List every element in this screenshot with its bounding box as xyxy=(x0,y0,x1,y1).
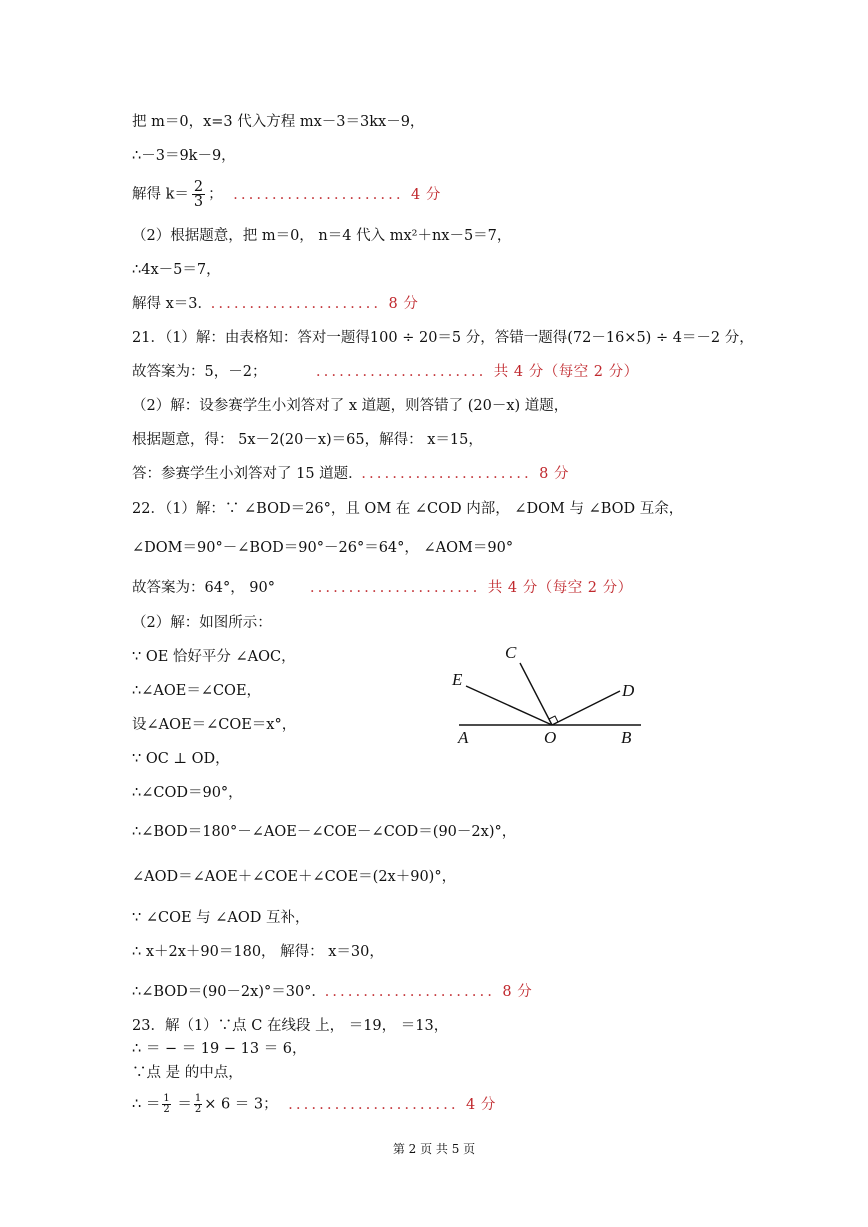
text-line: ∴ ＝ − ＝ 19 − 13 ＝ 6， xyxy=(132,1041,307,1057)
text-line: 把 m＝0，x=3 代入方程 mx－3＝3kx－9， xyxy=(132,114,425,130)
label-d: D xyxy=(622,681,635,700)
text-line: 解得 k＝ $\frac{2}{3}$ ； ．．．．．．．．．．．．．．．．．．．．．．4 分 xyxy=(132,179,441,210)
text-line: ∠AOD＝∠AOE＋∠COE＋∠COE＝(2x＋90)°， xyxy=(132,869,457,885)
text-line: 答：参赛学生小刘答对了 15 道题． ．．．．．．．．．．．．．．．．．．．．．．8 分 xyxy=(132,466,570,482)
text-line: ∴ ＝ $\frac{1}{2}$ ＝ $\frac{1}{2}$ × 6 ＝ 3； ．．．．．．．．．．．．．．．．．．．．．．4 分 xyxy=(132,1093,496,1115)
score-marker: ．．．．．．．．．．．．．．．．．．．．．．共 4 分（每空 2 分） xyxy=(310,580,633,596)
ray-od xyxy=(552,691,620,725)
text-line: 21．（1）解：由表格知：答对一题得100 ÷ 20＝5 分，答错一题得(72－16×5) ÷ 4＝－2 分， xyxy=(132,330,754,346)
label-c: C xyxy=(505,643,517,662)
ray-oe xyxy=(466,686,552,725)
text-line: ∴∠BOD＝(90－2x)°＝30°． ．．．．．．．．．．．．．．．．．．．．．．8 分 xyxy=(132,984,533,1000)
text-line: （2）根据题意，把 m＝0， n＝4 代入 mx²＋nx－5＝7， xyxy=(132,228,512,244)
fraction: $\frac{1}{2}$ xyxy=(194,1093,202,1115)
text-line: ∴∠COD＝90°， xyxy=(132,785,243,801)
score-marker: ．．．．．．．．．．．．．．．．．．．．．．8 分 xyxy=(361,466,570,482)
label-e: E xyxy=(452,670,463,689)
score-marker: ．．．．．．．．．．．．．．．．．．．．．．4 分 xyxy=(233,186,441,203)
score-marker: ．．．．．．．．．．．．．．．．．．．．．．8 分 xyxy=(324,984,533,1000)
text-line: ∵ ∠COE 与 ∠AOD 互补， xyxy=(132,910,310,926)
score-marker: ．．．．．．．．．．．．．．．．．．．．．．4 分 xyxy=(288,1096,496,1113)
fraction: $\frac{2}{3}$ xyxy=(193,179,204,210)
score-marker: ．．．．．．．．．．．．．．．．．．．．．．共 4 分（每空 2 分） xyxy=(316,364,639,380)
text-line: 设∠AOE＝∠COE＝x°， xyxy=(132,717,297,733)
text-line: ∴∠AOE＝∠COE， xyxy=(132,683,262,699)
text-line: 根据题意，得： 5x－2(20－x)＝65，解得： x＝15， xyxy=(132,432,483,448)
text-line: （2）解：设参赛学生小刘答对了 x 道题，则答错了 (20－x) 道题， xyxy=(132,398,569,414)
label-a: A xyxy=(458,728,469,747)
text-line: ∴∠BOD＝180°－∠AOE－∠COE－∠COD＝(90－2x)°， xyxy=(132,824,517,840)
text-line: ∵点 是 的中点， xyxy=(132,1065,243,1081)
label-o: O xyxy=(544,728,557,747)
text-line: 故答案为：64°， 90° ．．．．．．．．．．．．．．．．．．．．．．共 4 分（每空 2 分） xyxy=(132,580,633,596)
text-line: 22．（1）解：∵ ∠BOD＝26°，且 OM 在 ∠COD 内部， ∠DOM 与 ∠BOD 互余， xyxy=(132,501,684,517)
text-line: 23．解（1）∵点 C 在线段 上， ＝19， ＝13， xyxy=(132,1018,449,1034)
text-line: ∵ OE 恰好平分 ∠AOC， xyxy=(132,649,296,665)
text-line: 解得 x＝3． ．．．．．．．．．．．．．．．．．．．．．．8 分 xyxy=(132,296,419,312)
text-line: ∴ x＋2x＋90＝180， 解得： x＝30， xyxy=(132,944,384,960)
ray-oc xyxy=(520,663,552,725)
page-footer: 第 2 页 共 5 页 xyxy=(392,1142,476,1156)
text-line: 故答案为：5，－2； ．．．．．．．．．．．．．．．．．．．．．．共 4 分（每空 2 分） xyxy=(132,364,639,380)
label-b: B xyxy=(621,728,632,747)
text-line: ∴－3＝9k－9， xyxy=(132,148,236,164)
angle-diagram xyxy=(445,636,655,756)
text-line: ∴4x－5＝7， xyxy=(132,262,221,278)
text-line: （2）解：如图所示： xyxy=(132,615,272,631)
score-marker: ．．．．．．．．．．．．．．．．．．．．．．8 分 xyxy=(210,296,419,312)
text-line: ∵ OC ⊥ OD， xyxy=(132,751,230,767)
fraction: $\frac{1}{2}$ xyxy=(163,1093,170,1115)
text-line: ∠DOM＝90°－∠BOD＝90°－26°＝64°， ∠AOM＝90° xyxy=(132,540,514,556)
